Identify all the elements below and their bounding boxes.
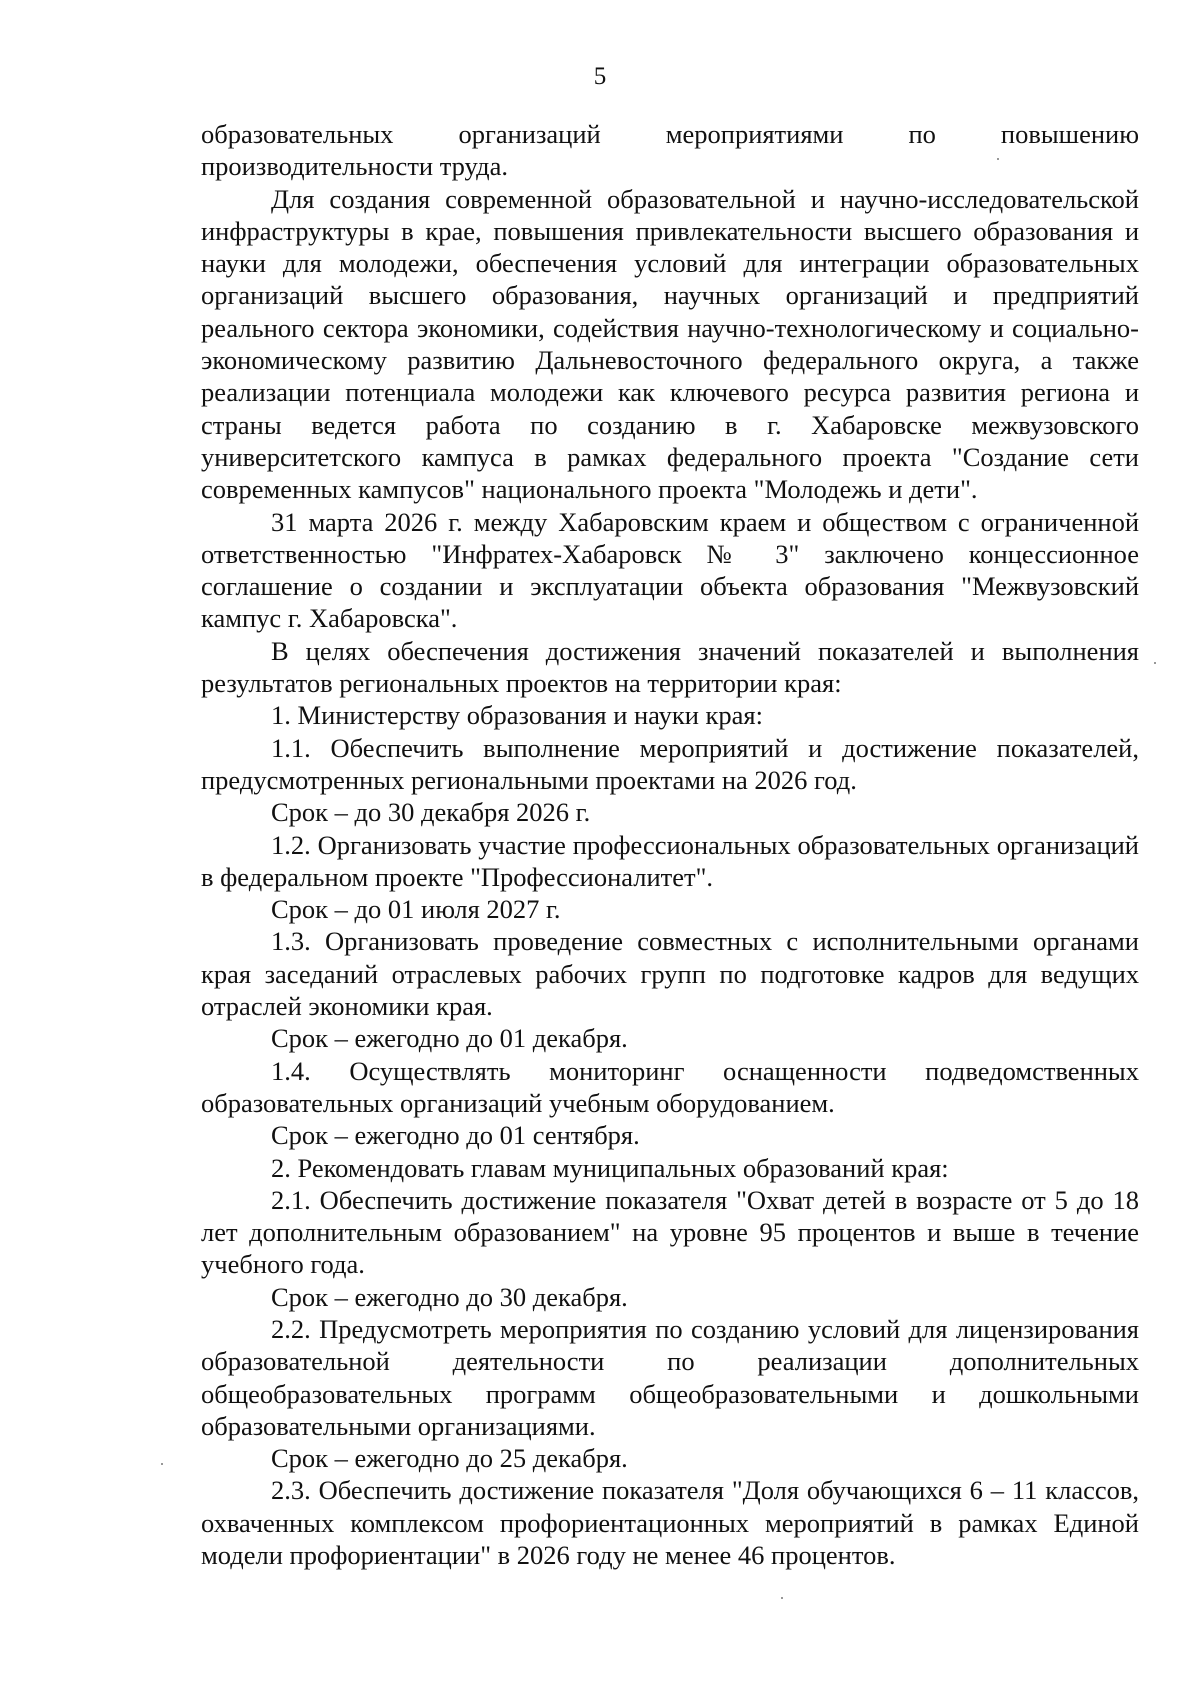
deadline-line: Срок – ежегодно до 01 декабря. (271, 1023, 628, 1054)
list-item: 1.1. Обеспечить выполнение мероприятий и достижение показателей, предусмотренных региональными проектами на 2026 год. (201, 732, 1139, 795)
deadline-line: Срок – ежегодно до 01 сентября. (271, 1120, 640, 1151)
list-item: 1.3. Организовать проведение совместных с исполнительными органами края заседаний отраслевых рабочих групп по подготовке кадров для ведущих отраслей экономики края. (201, 926, 1139, 1022)
list-item: 2.2. Предусмотреть мероприятия по созданию условий для лицензирования образовательной деятельности по реализации дополнительных общеобразовательных программ общеобразовательными и дошкольными образовательными организациями. (201, 1313, 1139, 1441)
deadline-line: Срок – ежегодно до 30 декабря. (271, 1281, 628, 1312)
deadline-line: Срок – ежегодно до 25 декабря. (271, 1443, 628, 1474)
paragraph: 31 марта 2026 г. между Хабаровским краем и обществом с ограниченной ответственностью "Инфратех-Хабаровск № 3" заключено концессионное соглашение о создании и эксплуатации объекта образования "Межвузовский кампус г. Хабаровска". (201, 506, 1139, 634)
scan-speck (1154, 662, 1156, 664)
page-number: 5 (593, 63, 607, 90)
list-item: 2.3. Обеспечить достижение показателя "Доля обучающихся 6 – 11 классов, охваченных комплексом профориентационных мероприятий в рамках Единой модели профориентации" в 2026 году не менее 46 процентов. (201, 1475, 1139, 1571)
list-item: 2.1. Обеспечить достижение показателя "Охват детей в возрасте от 5 до 18 лет дополнительным образованием" на уровне 95 процентов и выше в течение учебного года. (201, 1184, 1139, 1280)
scan-speck (997, 158, 999, 160)
list-item: 1. Министерству образования и науки края: (271, 700, 763, 731)
paragraph: В целях обеспечения достижения значений показателей и выполнения результатов региональных проектов на территории края: (201, 635, 1139, 699)
list-item: 1.4. Осуществлять мониторинг оснащенности подведомственных образовательных организаций учебным оборудованием. (201, 1055, 1139, 1118)
paragraph: образовательных организаций мероприятиями по повышению производительности труда. (201, 119, 1139, 182)
deadline-line: Срок – до 01 июля 2027 г. (271, 894, 561, 925)
document-body (201, 118, 1139, 1571)
scan-speck (161, 1463, 163, 1465)
deadline-line: Срок – до 30 декабря 2026 г. (271, 797, 591, 828)
list-item: 2. Рекомендовать главам муниципальных образований края: (271, 1152, 949, 1183)
paragraph: Для создания современной образовательной и научно-исследовательской инфраструктуры в крае, повышения привлекательности высшего образования и науки для молодежи, обеспечения условий для интеграции образовательных организаций высшего образования, научных организаций и предприятий реального сектора экономики, содействия научно-технологическому и социально-экономическому развитию Дальневосточного федерального округа, а также реализации потенциала молодежи как ключевого ресурса развития региона и страны ведется работа по созданию в г. Хабаровске межвузовского университетского кампуса в рамках федерального проекта "Создание сети современных кампусов" национального проекта "Молодежь и дети". (201, 183, 1139, 505)
scan-speck (781, 1597, 783, 1599)
list-item: 1.2. Организовать участие профессиональных образовательных организаций в федеральном проекте "Профессионалитет". (201, 829, 1139, 892)
